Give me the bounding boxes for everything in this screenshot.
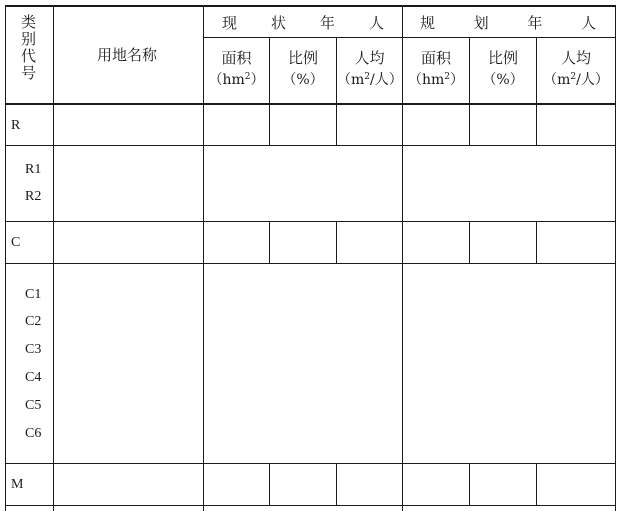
header-category-code-char: 别	[21, 30, 37, 48]
row-code-r1: R1	[25, 162, 42, 177]
table-right-border	[615, 5, 616, 511]
code-column-divider	[53, 5, 54, 511]
header-area-unit: $(hm^2)$	[407, 72, 465, 89]
header-group-divider	[203, 37, 616, 38]
header-ratio-title: 比例	[487, 49, 518, 67]
row-divider-r	[5, 145, 616, 146]
header-planned-year	[420, 12, 596, 33]
header-current-year-char: 状	[270, 14, 286, 32]
header-per-capita	[537, 47, 615, 92]
header-current-year-char: 现	[222, 14, 238, 32]
header-ratio	[270, 47, 336, 92]
table-left-border	[5, 5, 6, 511]
cell-divider	[336, 103, 337, 146]
header-per-capita-unit: （$m^2/$人）	[337, 72, 403, 89]
cell-divider	[336, 463, 337, 506]
row-divider-c-sub	[5, 463, 616, 464]
row-code-c3: C3	[25, 342, 42, 357]
row-code-r: R	[11, 118, 21, 133]
row-divider-m	[5, 505, 616, 506]
cell-divider	[469, 463, 470, 506]
cell-divider	[536, 103, 537, 146]
header-category-code-char: 代	[21, 47, 37, 65]
header-area-title: 面积	[420, 49, 451, 67]
header-ratio	[470, 47, 536, 92]
cell-divider	[269, 463, 270, 506]
row-code-c: C	[11, 235, 21, 250]
header-area	[403, 47, 469, 92]
header-per-capita-title: 人均	[354, 49, 385, 67]
row-code-c4: C4	[25, 370, 42, 385]
row-code-m: M	[11, 477, 24, 492]
row-divider-r-sub	[5, 221, 616, 222]
header-bottom-border	[5, 103, 616, 105]
cell-divider	[536, 221, 537, 264]
table-top-border	[5, 5, 616, 7]
row-code-c2: C2	[25, 314, 42, 329]
header-category-code-char: 号	[21, 64, 37, 82]
row-code-c6: C6	[25, 426, 42, 441]
row-code-c5: C5	[25, 398, 42, 413]
header-planned-year-char: 年	[527, 14, 543, 32]
cell-divider	[469, 103, 470, 146]
header-ratio-unit: （%）	[482, 72, 524, 89]
row-divider-c	[5, 263, 616, 264]
row-code-c1: C1	[25, 287, 42, 302]
cell-divider	[269, 103, 270, 146]
header-ratio-title: 比例	[287, 49, 318, 67]
header-planned-year-char: 划	[473, 14, 489, 32]
header-ratio-unit: （%）	[282, 72, 324, 89]
header-planned-year-char: 人	[580, 14, 596, 32]
cell-divider	[469, 221, 470, 264]
header-per-capita-unit: （$m^2/$人）	[543, 72, 609, 89]
cell-divider	[269, 221, 270, 264]
header-current-year-char: 人	[368, 14, 384, 32]
header-category-code-char: 类	[21, 13, 37, 31]
header-current-year	[222, 12, 384, 33]
header-area	[204, 47, 269, 92]
header-planned-year-char: 规	[420, 14, 436, 32]
cell-divider	[536, 463, 537, 506]
header-per-capita-title: 人均	[560, 49, 591, 67]
cell-divider	[336, 221, 337, 264]
header-current-year-char: 年	[319, 14, 335, 32]
header-area-title: 面积	[221, 49, 252, 67]
row-code-r2: R2	[25, 189, 42, 204]
header-per-capita	[337, 47, 402, 92]
header-land-name: 用地名称	[97, 46, 158, 64]
header-area-unit: $(hm^2)$	[208, 72, 265, 89]
